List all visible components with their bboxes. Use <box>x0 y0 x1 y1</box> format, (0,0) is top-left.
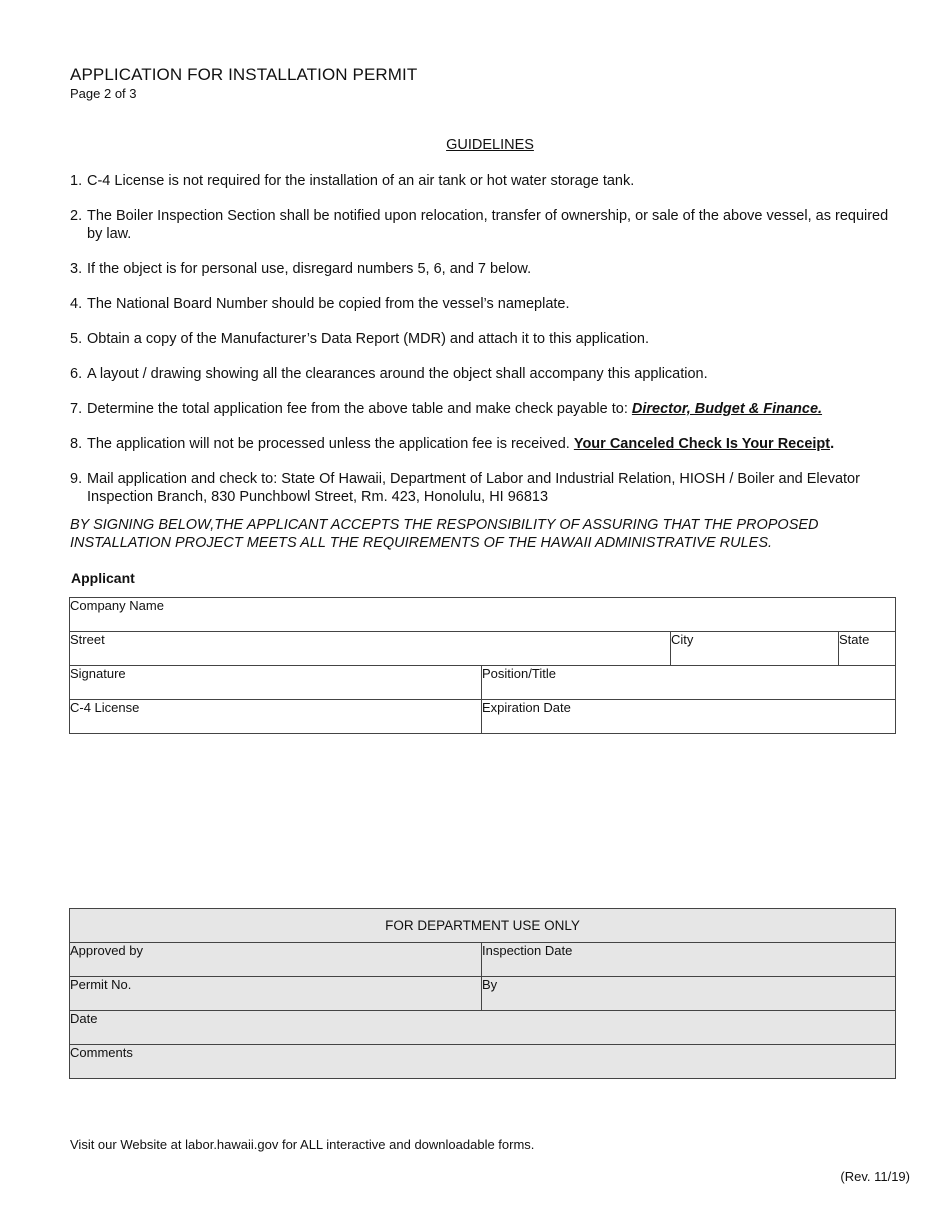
permit-no-label: Permit No. <box>70 977 132 992</box>
signature-field[interactable] <box>70 666 482 700</box>
guideline-text: Determine the total application fee from the above table and make check payable to: <box>87 401 632 417</box>
page-title: APPLICATION FOR INSTALLATION PERMIT <box>70 65 418 84</box>
guideline-text: Mail application and check to: State Of Hawaii, Department of Labor and Industrial Relation, HIOSH / Boiler and Elevator Inspection Branch, 830 Punchbowl Street, Rm. 423, Honolulu, HI 96813 <box>87 471 860 505</box>
guideline-text: The National Board Number should be copied from the vessel’s nameplate. <box>87 296 570 312</box>
guideline-text: A layout / drawing showing all the clearances around the object shall accompany this application. <box>87 366 708 382</box>
guidelines-list <box>70 172 895 506</box>
guideline-item <box>70 470 895 506</box>
permit-no-field[interactable] <box>70 977 482 1011</box>
applicant-form <box>69 597 896 734</box>
guideline-number: 8. <box>70 436 83 452</box>
department-use-heading: FOR DEPARTMENT USE ONLY <box>70 909 896 943</box>
guideline-item <box>70 435 895 453</box>
c4-license-label: C-4 License <box>70 700 140 715</box>
guideline-number: 7. <box>70 401 83 417</box>
guideline-item <box>70 172 895 190</box>
date-label: Date <box>70 1011 98 1026</box>
position-title-field[interactable] <box>482 666 896 700</box>
guideline-item <box>70 330 895 348</box>
guideline-text: If the object is for personal use, disregard numbers 5, 6, and 7 below. <box>87 261 532 277</box>
acceptance-statement: BY SIGNING BELOW,THE APPLICANT ACCEPTS THE RESPONSIBILITY OF ASSURING THAT THE PROPOSED INSTALLATION PROJECT MEETS ALL THE REQUIREMENTS OF THE HAWAII ADMINISTRATIVE RULES. <box>70 517 819 551</box>
company-name-field[interactable] <box>70 598 896 632</box>
guideline-number: 1. <box>70 173 83 189</box>
receipt-note-period: . <box>830 436 835 452</box>
by-label: By <box>482 977 498 992</box>
by-field[interactable] <box>482 977 896 1011</box>
approved-by-field[interactable] <box>70 943 482 977</box>
payee-name: Director, Budget & Finance. <box>631 401 823 417</box>
inspection-date-field[interactable] <box>482 943 896 977</box>
guideline-item <box>70 400 895 418</box>
guideline-item <box>70 365 895 383</box>
guideline-item <box>70 295 895 313</box>
guideline-number: 3. <box>70 261 83 277</box>
guideline-number: 6. <box>70 366 83 382</box>
date-field[interactable] <box>70 1011 896 1045</box>
guideline-number: 9. <box>70 471 83 487</box>
guideline-number: 5. <box>70 331 83 347</box>
company-name-label: Company Name <box>70 598 164 613</box>
street-label: Street <box>70 632 105 647</box>
revision-label: (Rev. 11/19) <box>840 1169 910 1184</box>
department-use-form <box>69 908 896 1079</box>
inspection-date-label: Inspection Date <box>482 943 573 958</box>
approved-by-label: Approved by <box>70 943 143 958</box>
guideline-item <box>70 260 895 278</box>
expiration-date-field[interactable] <box>482 700 896 734</box>
state-field[interactable] <box>839 632 896 666</box>
guideline-number: 4. <box>70 296 83 312</box>
state-label: State <box>839 632 870 647</box>
guideline-text: Obtain a copy of the Manufacturer’s Data Report (MDR) and attach it to this application. <box>87 331 650 347</box>
street-field[interactable] <box>70 632 671 666</box>
guideline-number: 2. <box>70 208 83 224</box>
applicant-section-label: Applicant <box>71 570 135 586</box>
website-note: Visit our Website at labor.hawaii.gov for ALL interactive and downloadable forms. <box>70 1137 535 1152</box>
c4-license-field[interactable] <box>70 700 482 734</box>
guideline-text: The Boiler Inspection Section shall be notified upon relocation, transfer of ownership, or sale of the above vessel, as required by law. <box>87 208 889 242</box>
position-title-label: Position/Title <box>482 666 556 681</box>
comments-field[interactable] <box>70 1045 896 1079</box>
guideline-text: C-4 License is not required for the installation of an air tank or hot water storage tank. <box>87 173 635 189</box>
expiration-date-label: Expiration Date <box>482 700 571 715</box>
guideline-text: The application will not be processed unless the application fee is received. <box>87 436 574 452</box>
comments-label: Comments <box>70 1045 133 1060</box>
receipt-note: Your Canceled Check Is Your Receipt <box>573 436 831 452</box>
guidelines-heading: GUIDELINES <box>446 137 534 153</box>
signature-label: Signature <box>70 666 126 681</box>
city-label: City <box>671 632 694 647</box>
guideline-item <box>70 207 895 243</box>
city-field[interactable] <box>671 632 839 666</box>
page-number: Page 2 of 3 <box>70 86 137 101</box>
